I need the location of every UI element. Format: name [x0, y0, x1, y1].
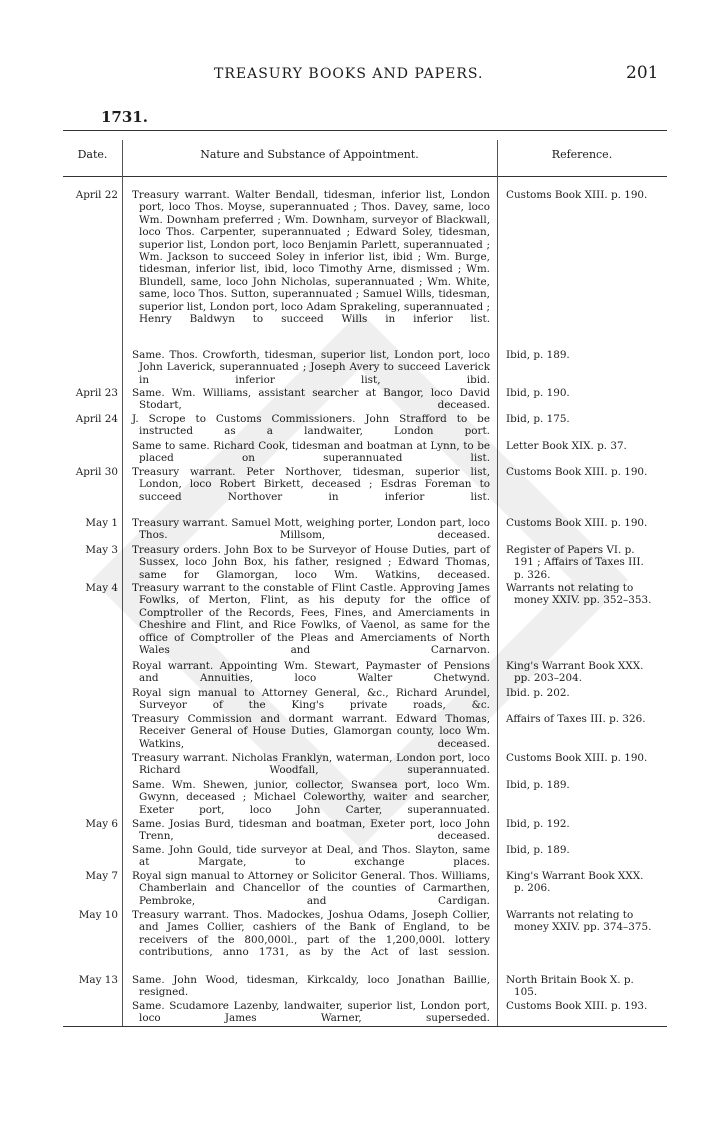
entry-nature: Same. Scudamore Lazenby, landwaiter, superior list, London port, loco James Warner, superseded.: [132, 1000, 490, 1025]
column-header-reference: Reference.: [551, 148, 613, 161]
entry-date: May 4: [85, 582, 118, 594]
entry-date: May 6: [85, 818, 118, 830]
entry-nature: Treasury warrant. Thos. Madockes, Joshua Odams, Joseph Collier, and James Collier, cashiers of the Bank of England, to be receivers of the 800,000l., part of the 1,200,000l. lottery contributions, anno 1731, as by the Act of last session.: [132, 909, 490, 959]
entry-nature: J. Scrope to Customs Commissioners. John Strafford to be instructed as a landwaiter, London port.: [132, 413, 490, 438]
entry-nature: Treasury orders. John Box to be Surveyor of House Duties, part of Sussex, loco John Box, his father, resigned ; Edward Thomas, same for Glamorgan, loco Wm. Watkins, deceased.: [132, 544, 490, 581]
running-head: [0, 63, 720, 86]
column-header-nature: Nature and Substance of Appointment.: [200, 148, 419, 161]
page-number: 201: [626, 63, 659, 83]
entry-reference: Customs Book XIII. p. 190.: [506, 189, 648, 201]
header-rule: [63, 176, 667, 177]
entry-nature: Same. Josias Burd, tidesman and boatman, Exeter port, loco John Trenn, deceased.: [132, 818, 490, 843]
column-header-date: Date.: [77, 148, 108, 161]
entry-nature: Treasury warrant. Nicholas Franklyn, waterman, London port, loco Richard Woodfall, superannuated.: [132, 752, 490, 777]
entry-nature: Treasury warrant. Peter Northover, tidesman, superior list, London, loco Robert Birkett, deceased ; Esdras Foreman to succeed Northover in inferior list.: [132, 466, 490, 503]
column-divider-reference: [497, 140, 498, 1026]
entry-nature: Royal sign manual to Attorney or Solicitor General. Thos. Williams, Chamberlain and Chancellor of the counties of Carmarthen, Pembroke, and Cardigan.: [132, 870, 490, 907]
entry-date: May 7: [85, 870, 118, 882]
entry-reference: Ibid, p. 190.: [506, 387, 570, 399]
entry-nature: Treasury warrant. Samuel Mott, weighing porter, London part, loco Thos. Millsom, deceased.: [132, 517, 490, 542]
entry-reference: King's Warrant Book XXX. pp. 203–204.: [506, 660, 644, 685]
entry-nature: Treasury warrant. Walter Bendall, tidesman, inferior list, London port, loco Thos. Moyse, superannuated ; Thos. Davey, same, loco Wm. Downham preferred ; Wm. Downham, surveyor of Blackwall, loco Thos. Carpenter, superannuated ; Edward Soley, tidesman, superior list, London port, loco Benjamin Parlett, superannuated ; Wm. Jackson to succeed Soley in inferior list, ibid ; Wm. Burge, tidesman, inferior list, ibid, loco Timothy Arne, dismissed ; Wm. Blundell, same, loco John Nicholas, superannuated ; Wm. White, same, loco Thos. Sutton, superannuated ; Samuel Wills, tidesman, superior list, London port, loco Adam Sprakeling, superannuated ; Henry Baldwyn to succeed Wills in inferior list.: [132, 189, 490, 326]
entry-nature: Same to same. Richard Cook, tidesman and boatman at Lynn, to be placed on superannuated list.: [132, 440, 490, 465]
entry-nature: Same. Wm. Shewen, junior, collector, Swansea port, loco Wm. Gwynn, deceased ; Michael Coleworthy, waiter and searcher, Exeter port, loco John Carter, superannuated.: [132, 779, 490, 816]
entry-reference: Customs Book XIII. p. 190.: [506, 466, 648, 478]
entry-nature: Royal sign manual to Attorney General, &c., Richard Arundel, Surveyor of the King's private roads, &c.: [132, 687, 490, 712]
entry-date: April 24: [75, 413, 118, 425]
entry-reference: Ibid, p. 192.: [506, 818, 570, 830]
entry-nature: Same. Thos. Crowforth, tidesman, superior list, London port, loco John Laverick, superannuated ; Joseph Avery to succeed Laverick in inferior list, ibid.: [132, 349, 490, 386]
table-top-rule: [63, 130, 667, 131]
entry-nature: Treasury Commission and dormant warrant. Edward Thomas, Receiver General of House Duties, Glamorgan county, loco Wm. Watkins, deceased.: [132, 713, 490, 750]
entry-reference: Ibid, p. 189.: [506, 349, 570, 361]
entry-reference: Letter Book XIX. p. 37.: [506, 440, 627, 452]
entry-reference: Ibid, p. 189.: [506, 844, 570, 856]
entry-reference: King's Warrant Book XXX. p. 206.: [506, 870, 644, 895]
entry-reference: Warrants not relating to money XXIV. pp. 374–375.: [506, 909, 652, 934]
entry-reference: Ibid. p. 202.: [506, 687, 570, 699]
entry-reference: Customs Book XIII. p. 190.: [506, 517, 648, 529]
entry-nature: Royal warrant. Appointing Wm. Stewart, Paymaster of Pensions and Annuities, loco Walter Chetwynd.: [132, 660, 490, 685]
entry-nature: Treasury warrant to the constable of Flint Castle. Approving James Fowlks, of Merton, Flint, as his deputy for the office of Comptroller of the Records, Fees, Fines, and Amerciaments in Cheshire and Flint, and Rice Fowlks, of Vaenol, as same for the office of Comptroller of the Pleas and Amerciaments of North Wales and Carnarvon.: [132, 582, 490, 657]
entry-nature: Same. Wm. Williams, assistant searcher at Bangor, loco David Stodart, deceased.: [132, 387, 490, 412]
entry-nature: Same. John Gould, tide surveyor at Deal, and Thos. Slayton, same at Margate, to exchange places.: [132, 844, 490, 869]
entry-reference: Ibid, p. 175.: [506, 413, 570, 425]
column-divider-date: [122, 140, 123, 1026]
year-heading: 1731.: [101, 108, 148, 126]
entry-reference: Customs Book XIII. p. 190.: [506, 752, 648, 764]
entry-reference: North Britain Book X. p. 105.: [506, 974, 634, 999]
entry-date: April 22: [75, 189, 118, 201]
entry-date: May 10: [78, 909, 118, 921]
entry-reference: Warrants not relating to money XXIV. pp. 352–353.: [506, 582, 652, 607]
entry-date: May 3: [85, 544, 118, 556]
entry-date: April 23: [75, 387, 118, 399]
entry-nature: Same. John Wood, tidesman, Kirkcaldy, loco Jonathan Baillie, resigned.: [132, 974, 490, 999]
entry-date: May 1: [85, 517, 118, 529]
running-title: TREASURY BOOKS AND PAPERS.: [214, 66, 484, 82]
entry-reference: Affairs of Taxes III. p. 326.: [506, 713, 646, 725]
entry-date: May 13: [78, 974, 118, 986]
entry-reference: Customs Book XIII. p. 193.: [506, 1000, 648, 1012]
entry-date: April 30: [75, 466, 118, 478]
entry-reference: Register of Papers VI. p. 191 ; Affairs of Taxes III. p. 326.: [506, 544, 644, 581]
entry-reference: Ibid, p. 189.: [506, 779, 570, 791]
